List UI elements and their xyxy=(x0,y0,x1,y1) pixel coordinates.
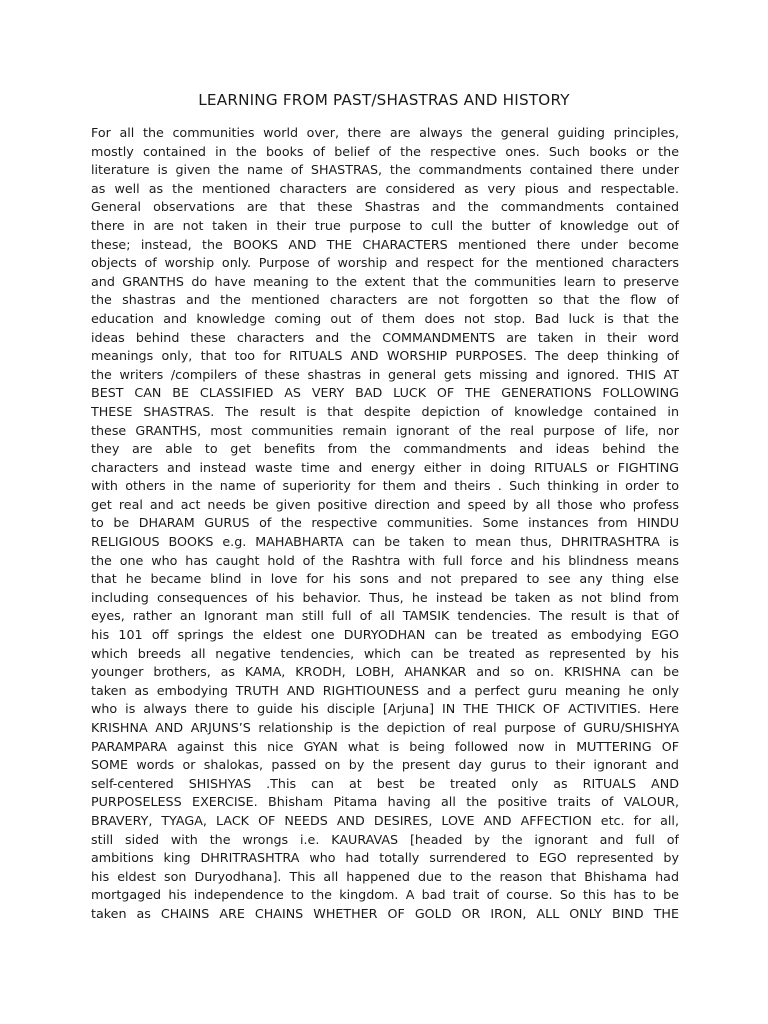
text-line: ideas behind these characters and the COMMANDMENTS are taken in their word xyxy=(91,329,679,345)
text-line: that he became blind in love for his sons and not prepared to see any thing else xyxy=(91,571,679,587)
text-line: the writers /compilers of these shastras in general gets missing and ignored. THIS AT xyxy=(91,366,679,382)
text-line: the shastras and the mentioned characters are not forgotten so that the flow of xyxy=(91,292,679,308)
text-line: meanings only, that too for RITUALS AND WORSHIP PURPOSES. The deep thinking of xyxy=(91,348,679,364)
text-line: get real and act needs be given positive direction and speed by all those who profess xyxy=(91,496,679,512)
text-line: they are able to get benefits from the commandments and ideas behind the xyxy=(91,441,679,457)
text-line: these GRANTHS, most communities remain ignorant of the real purpose of life, nor xyxy=(91,422,679,438)
text-line: RELIGIOUS BOOKS e.g. MAHABHARTA can be taken to mean thus, DHRITRASHTRA is xyxy=(91,534,679,550)
text-line: characters and instead waste time and energy either in doing RITUALS or FIGHTING xyxy=(91,459,679,475)
text-line: taken as embodying TRUTH AND RIGHTIOUNESS and a perfect guru meaning he only xyxy=(91,682,679,698)
text-line: SOME words or shalokas, passed on by the present day gurus to their ignorant and xyxy=(91,757,679,773)
text-line: education and knowledge coming out of them does not stop. Bad luck is that the xyxy=(91,310,679,326)
text-line: who is always there to guide his disciple [Arjuna] IN THE THICK OF ACTIVITIES. Here xyxy=(91,701,679,717)
page-title: LEARNING FROM PAST/SHASTRAS AND HISTORY xyxy=(198,91,570,109)
text-line: General observations are that these Shastras and the commandments contained xyxy=(91,199,679,215)
text-line: THESE SHASTRAS. The result is that despite depiction of knowledge contained in xyxy=(91,403,679,419)
text-line: objects of worship only. Purpose of worship and respect for the mentioned characters xyxy=(91,255,679,271)
text-line: his 101 off springs the eldest one DURYODHAN can be treated as embodying EGO xyxy=(91,627,679,643)
text-line: and GRANTHS do have meaning to the extent that the communities learn to preserve xyxy=(91,273,679,289)
text-line: BRAVERY, TYAGA, LACK OF NEEDS AND DESIRES, LOVE AND AFFECTION etc. for all, xyxy=(91,812,679,828)
text-line: with others in the name of superiority for them and theirs . Such thinking in order to xyxy=(91,478,679,494)
text-line: his eldest son Duryodhana]. This all happened due to the reason that Bhishama had xyxy=(91,868,679,884)
text-line: self-centered SHISHYAS .This can at best be treated only as RITUALS AND xyxy=(91,775,679,791)
text-line: which breeds all negative tendencies, which can be treated as represented by his xyxy=(91,645,679,661)
text-line: to be DHARAM GURUS of the respective communities. Some instances from HINDU xyxy=(91,515,679,531)
text-line: ambitions king DHRITRASHTRA who had totally surrendered to EGO represented by xyxy=(91,850,679,866)
text-line: there in are not taken in their true purpose to cull the butter of knowledge out of xyxy=(91,217,679,233)
text-line: including consequences of his behavior. Thus, he instead be taken as not blind from xyxy=(91,589,679,605)
text-line: For all the communities world over, there are always the general guiding principles, xyxy=(91,125,679,140)
text-line: PURPOSELESS EXERCISE. Bhisham Pitama having all the positive traits of VALOUR, xyxy=(91,794,679,810)
body-paragraph xyxy=(91,124,679,924)
text-line: PARAMPARA against this nice GYAN what is being followed now in MUTTERING OF xyxy=(91,738,679,754)
text-line: KRISHNA AND ARJUNS’S relationship is the depiction of real purpose of GURU/SHISHYA xyxy=(91,720,679,735)
text-line: mortgaged his independence to the kingdom. A bad trait of course. So this has to be xyxy=(91,887,679,903)
text-line: as well as the mentioned characters are considered as very pious and respectable. xyxy=(91,180,679,196)
text-line: younger brothers, as KAMA, KRODH, LOBH, AHANKAR and so on. KRISHNA can be xyxy=(91,664,679,680)
text-line: mostly contained in the books of belief of the respective ones. Such books or the xyxy=(91,143,679,159)
text-line: taken as CHAINS ARE CHAINS WHETHER OF GOLD OR IRON, ALL ONLY BIND THE xyxy=(91,905,679,921)
text-line: the one who has caught hold of the Rashtra with full force and his blindness means xyxy=(91,552,679,568)
text-line: still sided with the wrongs i.e. KAURAVAS [headed by the ignorant and full of xyxy=(91,831,679,847)
text-line: BEST CAN BE CLASSIFIED AS VERY BAD LUCK OF THE GENERATIONS FOLLOWING xyxy=(91,385,679,401)
text-line: eyes, rather an Ignorant man still full of all TAMSIK tendencies. The result is that of xyxy=(91,608,679,624)
text-line: these; instead, the BOOKS AND THE CHARACTERS mentioned there under become xyxy=(91,236,679,252)
text-line: literature is given the name of SHASTRAS, the commandments contained there under xyxy=(91,162,679,178)
